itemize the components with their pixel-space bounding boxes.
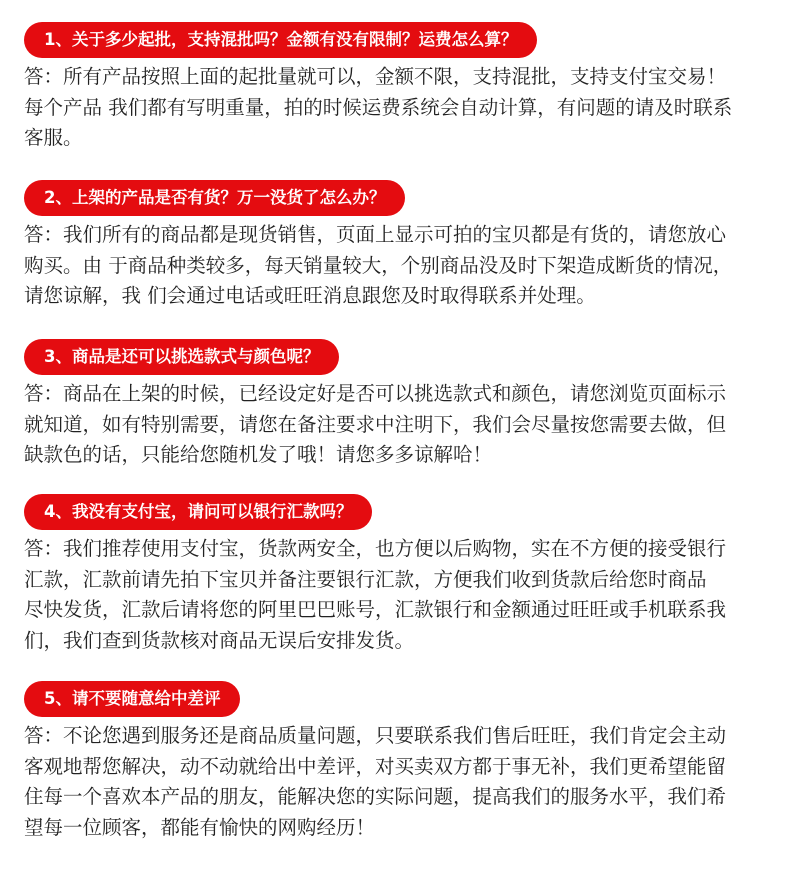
answer-line: 每个产品 我们都有写明重量，拍的时候运费系统会自动计算，有问题的请及时联系 [24, 95, 733, 119]
answer-line: 住每一个喜欢本产品的朋友，能解决您的实际问题，提高我们的服务水平，我们希 [24, 785, 727, 808]
answer-line: 望每一位顾客，都能有愉快的网购经历！ [24, 815, 376, 839]
answer [24, 721, 784, 843]
question-banner: 5、请不要随意给中差评 [24, 681, 240, 717]
answer-line: 们，我们查到货款核对商品无误后安排发货。 [24, 628, 415, 652]
answer-line: 汇款，汇款前请先拍下宝贝并备注要银行汇款，方便我们收到货款后给您时商品 [24, 567, 707, 591]
answer-line: 尽快发货，汇款后请将您的阿里巴巴账号，汇款银行和金额通过旺旺或手机联系我 [24, 598, 727, 621]
answer-line: 请您谅解，我 们会通过电话或旺旺消息跟您及时取得联系并处理。 [24, 284, 596, 307]
question-banner: 3、商品是还可以挑选款式与颜色呢？ [24, 339, 339, 375]
answer-line: 购买。由 于商品种类较多，每天销量较大，个别商品没及时下架造成断货的情况， [24, 253, 733, 277]
faq-item-1 [24, 22, 784, 154]
answer-line: 答：我们推荐使用支付宝，货款两安全，也方便以后购物，实在不方便的接受银行 [24, 537, 727, 560]
answer [24, 379, 784, 471]
faq-item-3 [24, 339, 784, 471]
question-banner: 4、我没有支付宝，请问可以银行汇款吗？ [24, 494, 372, 530]
answer [24, 62, 784, 154]
answer-line: 缺款色的话，只能给您随机发了哦！请您多多谅解哈！ [24, 443, 493, 466]
faq-item-4 [24, 494, 784, 656]
question-banner: 1、关于多少起批，支持混批吗？金额有没有限制？运费怎么算？ [24, 22, 537, 58]
faq-item-5 [24, 681, 784, 843]
answer-line: 答：所有产品按照上面的起批量就可以，金额不限，支持混批，支持支付宝交易！ [24, 65, 727, 88]
answer-line: 客观地帮您解决，动不动就给出中差评，对买卖双方都于事无补，我们更希望能留 [24, 754, 727, 778]
answer-line: 答：不论您遇到服务还是商品质量问题，只要联系我们售后旺旺，我们肯定会主动 [24, 724, 727, 747]
answer [24, 220, 784, 312]
answer-line: 就知道，如有特别需要，请您在备注要求中注明下，我们会尽量按您需要去做，但 [24, 412, 727, 436]
answer-line: 答：商品在上架的时候，已经设定好是否可以挑选款式和颜色，请您浏览页面标示 [24, 382, 727, 405]
faq-item-2 [24, 180, 784, 312]
answer [24, 534, 784, 656]
question-banner: 2、上架的产品是否有货？万一没货了怎么办？ [24, 180, 405, 216]
answer-line: 答：我们所有的商品都是现货销售，页面上显示可拍的宝贝都是有货的，请您放心 [24, 223, 727, 246]
answer-line: 客服。 [24, 126, 83, 149]
